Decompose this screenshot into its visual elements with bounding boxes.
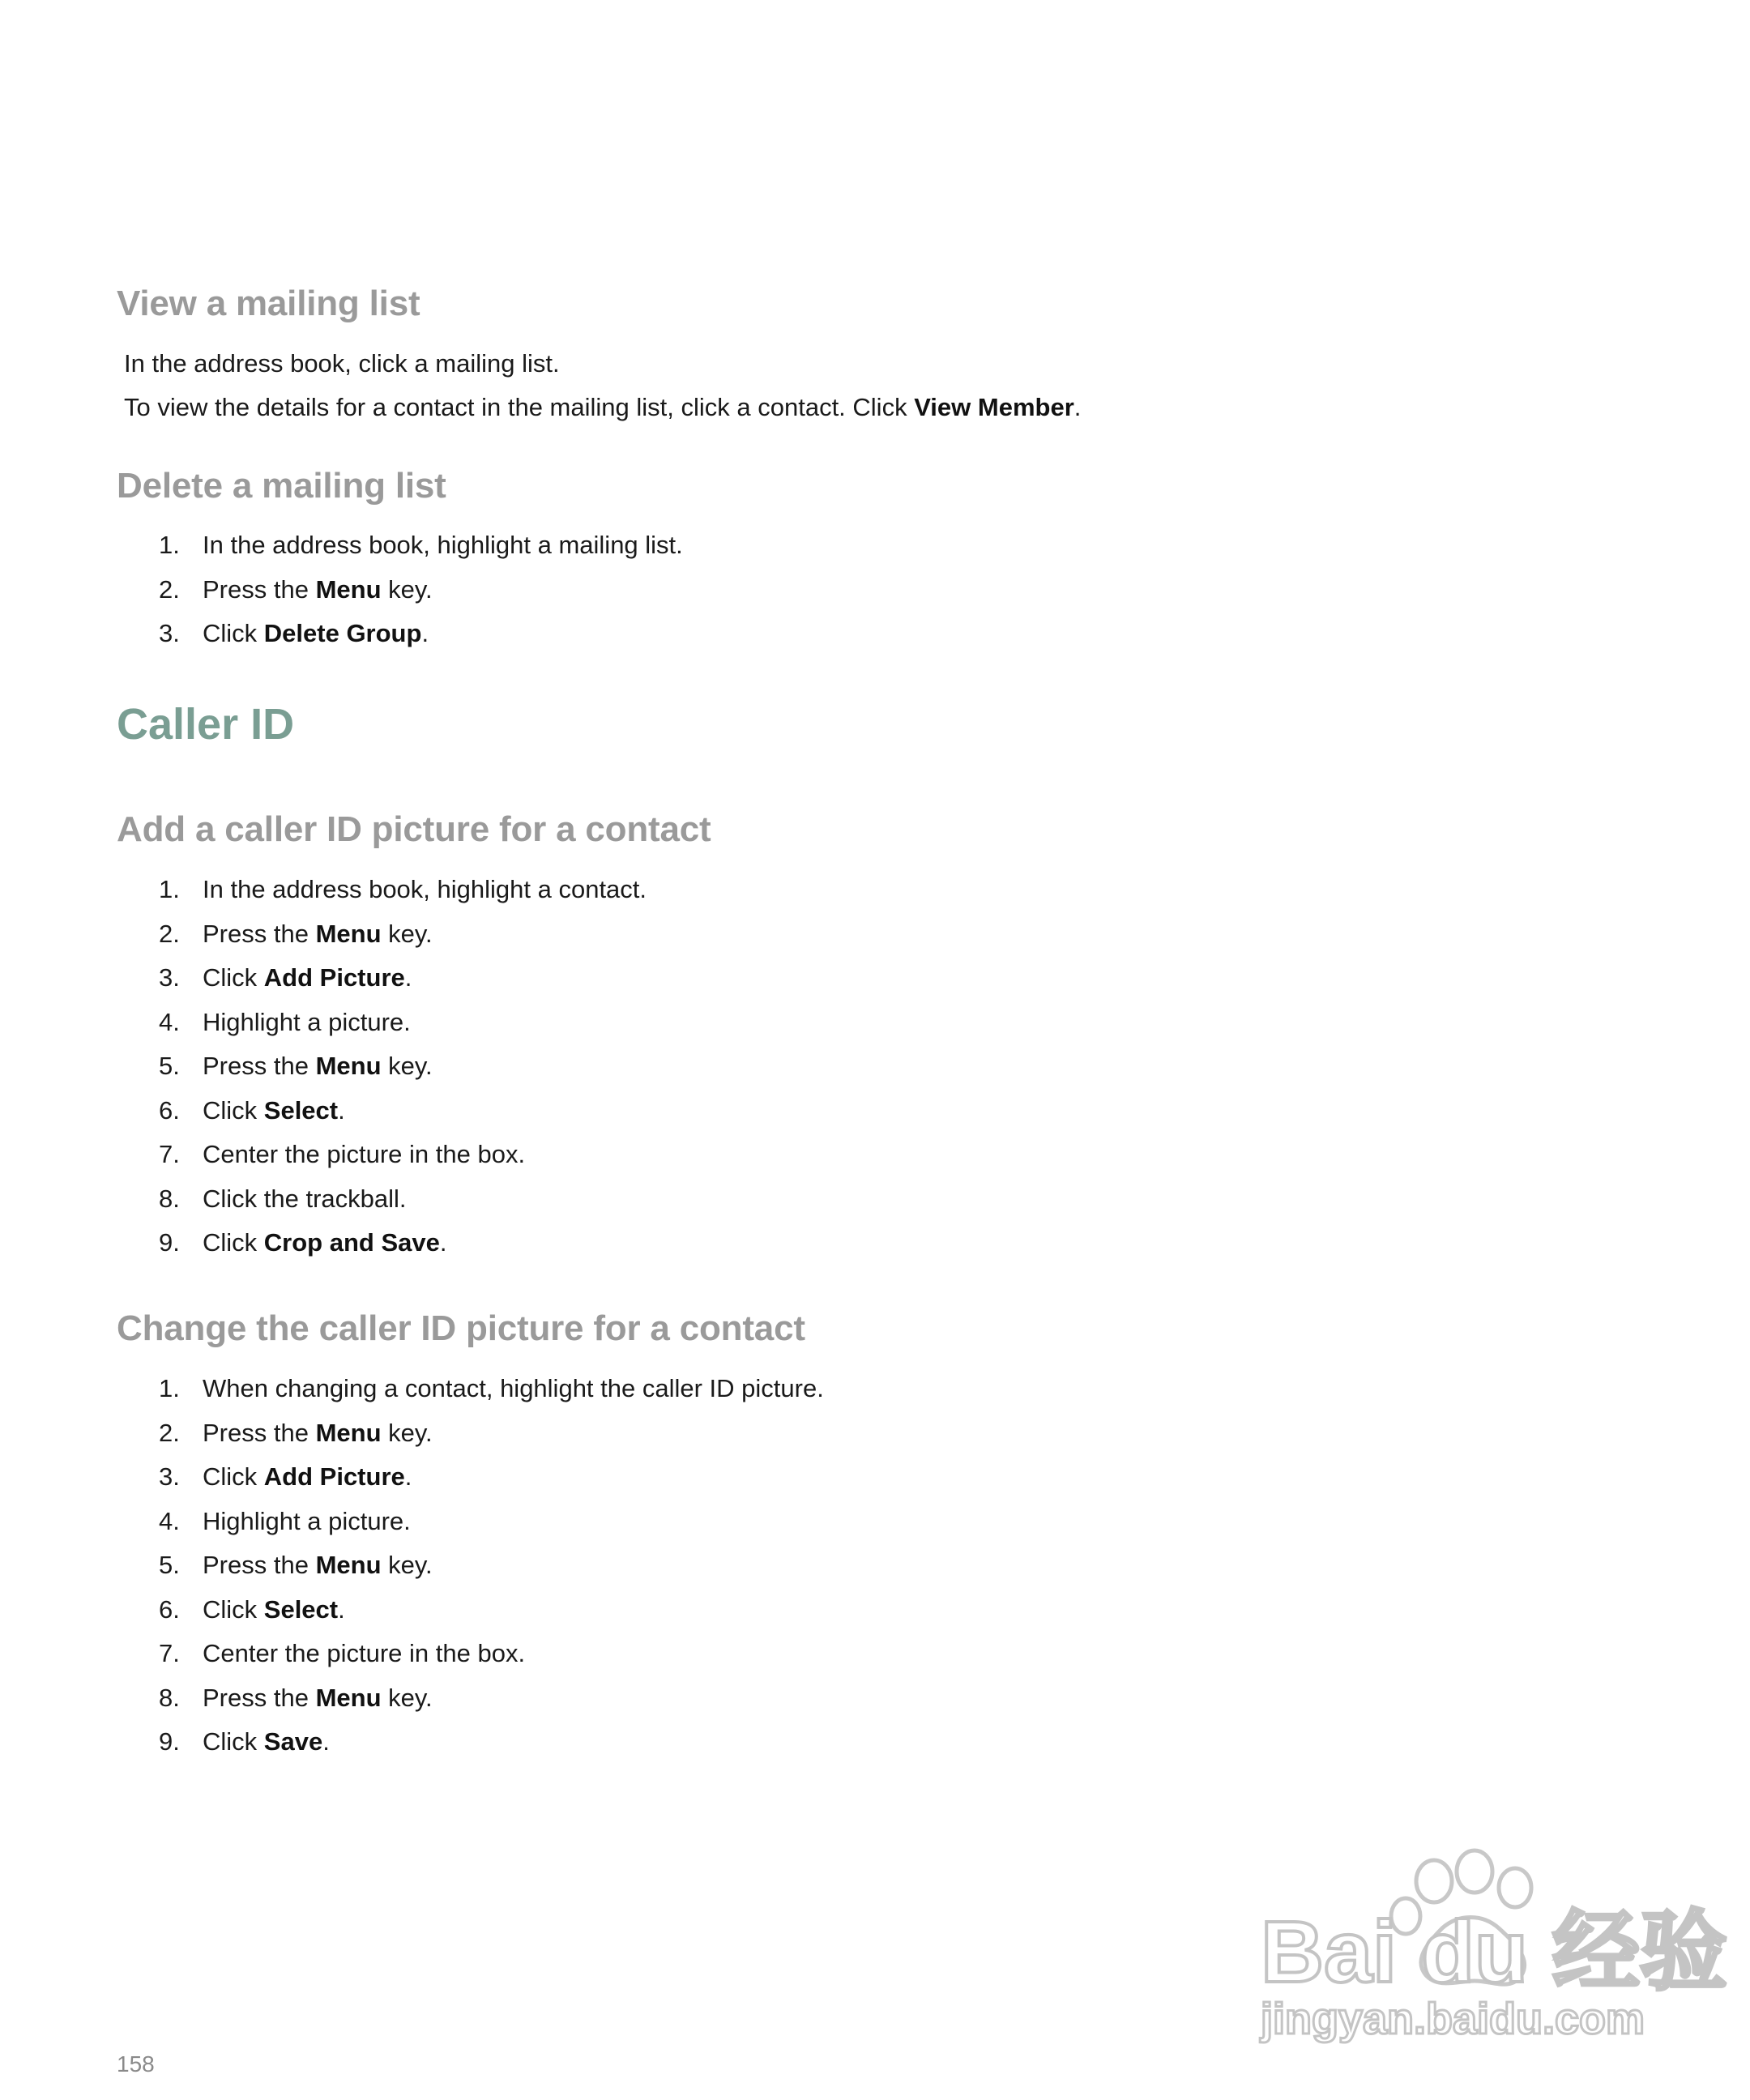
step-item: [159, 1001, 647, 1045]
step-item: [159, 1133, 647, 1177]
ui-term: Crop and Save: [263, 1228, 440, 1257]
step-number: 8.: [159, 1683, 180, 1712]
step-item: [159, 1500, 824, 1544]
step-text: In the address book, highlight a mailing list.: [203, 531, 683, 559]
step-text-tail: key.: [381, 1418, 433, 1447]
step-item: [159, 912, 647, 957]
heading-change-caller-id-picture: Change the caller ID picture for a contact: [117, 1308, 805, 1348]
ui-term: Menu: [315, 574, 382, 604]
add-caller-id-picture-steps: [159, 868, 647, 1266]
step-text: Click: [203, 1462, 264, 1491]
step-item: [159, 868, 647, 912]
step-number: 8.: [159, 1184, 180, 1213]
step-item: [159, 1455, 824, 1500]
baidu-jingyan-watermark: [1240, 1839, 1728, 2043]
step-number: 2.: [159, 919, 180, 948]
step-text-tail: .: [404, 963, 412, 992]
step-item: [159, 612, 683, 656]
step-number: 3.: [159, 963, 180, 992]
ui-term: Menu: [315, 1418, 382, 1447]
step-number: 4.: [159, 1007, 180, 1036]
step-item: [159, 1543, 824, 1588]
step-text: In the address book, highlight a contact.: [203, 875, 647, 903]
step-number: 4.: [159, 1506, 180, 1535]
step-text-tail: .: [338, 1095, 345, 1125]
step-item: [159, 1720, 824, 1765]
step-number: 2.: [159, 1418, 180, 1447]
step-text: Highlight a picture.: [203, 1506, 411, 1535]
step-text-tail: key.: [381, 919, 433, 948]
step-text: Click: [203, 963, 264, 992]
step-text: Press the: [203, 1052, 316, 1080]
ui-term: Add Picture: [263, 1462, 405, 1491]
step-text: Press the: [203, 1683, 316, 1712]
step-text-tail: key.: [381, 1052, 433, 1080]
heading-delete-mailing-list: Delete a mailing list: [117, 466, 446, 506]
step-text: Press the: [203, 1418, 316, 1447]
step-number: 7.: [159, 1140, 180, 1168]
step-text: Click the trackball.: [203, 1184, 407, 1213]
step-item: [159, 1411, 824, 1456]
step-text: Click: [203, 619, 264, 647]
ui-term: Menu: [315, 919, 382, 948]
step-number: 5.: [159, 1551, 180, 1579]
ui-term: Menu: [315, 1551, 382, 1579]
ui-term: Menu: [315, 1683, 382, 1712]
step-text: Click: [203, 1727, 264, 1756]
step-item: [159, 568, 683, 612]
step-text: Click: [203, 1594, 264, 1624]
ui-term: Select: [263, 1095, 339, 1125]
step-item: [159, 1367, 824, 1411]
step-number: 9.: [159, 1228, 180, 1257]
step-text: When changing a contact, highlight the caller ID picture.: [203, 1374, 824, 1402]
step-number: 6.: [159, 1594, 180, 1624]
step-number: 5.: [159, 1052, 180, 1080]
change-caller-id-picture-steps: [159, 1367, 824, 1765]
step-number: 7.: [159, 1639, 180, 1667]
step-text-tail: key.: [381, 1551, 433, 1579]
step-text-tail: .: [322, 1727, 330, 1756]
step-text: Highlight a picture.: [203, 1007, 411, 1036]
heading-view-mailing-list: View a mailing list: [117, 284, 420, 323]
step-text: Press the: [203, 1551, 316, 1579]
page-number: 158: [117, 2051, 155, 2077]
ui-term: Select: [263, 1594, 339, 1624]
step-item: [159, 1676, 824, 1721]
step-text-tail: key.: [381, 574, 433, 604]
delete-mailing-list-steps: [159, 523, 683, 656]
watermark-logo-text: Bai du 经验: [1261, 1902, 1728, 2000]
ui-term: Add Picture: [263, 963, 405, 992]
step-text-tail: .: [404, 1462, 412, 1491]
step-text: Click: [203, 1228, 264, 1257]
step-item: [159, 523, 683, 568]
step-item: [159, 1177, 647, 1222]
step-number: 6.: [159, 1095, 180, 1125]
step-number: 1.: [159, 875, 180, 903]
step-item: [159, 1221, 647, 1266]
step-item: [159, 1588, 824, 1633]
body-line: To view the details for a contact in the mailing list, click a contact. Click View Member.: [124, 393, 1082, 421]
step-text: Press the: [203, 574, 316, 604]
ui-term: View Member: [914, 393, 1074, 421]
step-text: Click: [203, 1095, 264, 1125]
step-number: 9.: [159, 1727, 180, 1756]
ui-term: Save: [263, 1727, 323, 1756]
step-number: 1.: [159, 1374, 180, 1402]
step-number: 1.: [159, 531, 180, 559]
ui-term: Menu: [315, 1052, 382, 1080]
step-item: [159, 1632, 824, 1676]
step-number: 3.: [159, 1462, 180, 1491]
step-number: 2.: [159, 574, 180, 604]
step-text-tail: .: [439, 1228, 447, 1257]
body-line: In the address book, click a mailing list.: [124, 349, 560, 378]
step-text: Center the picture in the box.: [203, 1140, 526, 1168]
step-text-tail: .: [421, 619, 429, 647]
ui-term: Delete Group: [263, 619, 422, 647]
heading-caller-id: Caller ID: [117, 700, 295, 749]
heading-add-caller-id-picture: Add a caller ID picture for a contact: [117, 809, 711, 849]
step-number: 3.: [159, 619, 180, 647]
step-text-tail: .: [338, 1594, 345, 1624]
step-item: [159, 1089, 647, 1133]
watermark-url-text: jingyan.baidu.com: [1261, 1995, 1645, 2043]
view-mailing-list-body: [124, 342, 1081, 429]
step-text: Center the picture in the box.: [203, 1639, 526, 1667]
step-text: Press the: [203, 919, 316, 948]
step-item: [159, 1044, 647, 1089]
step-text-tail: key.: [381, 1683, 433, 1712]
step-item: [159, 956, 647, 1001]
